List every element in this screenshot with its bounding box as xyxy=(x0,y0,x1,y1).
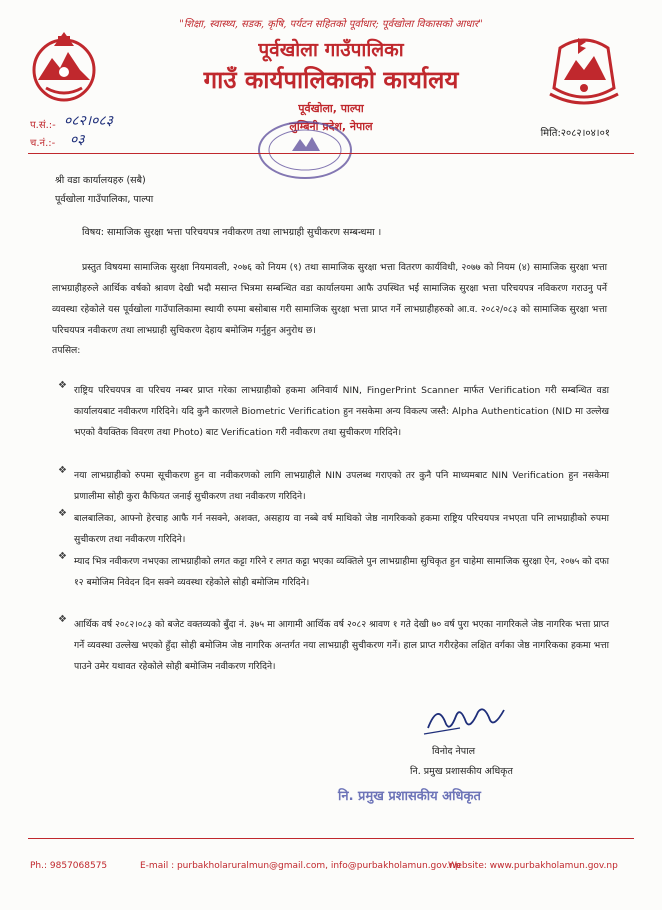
header-divider xyxy=(28,153,634,154)
signatory-name: विनोद नेपाल xyxy=(432,746,476,757)
ps-value: ०८२।०८३ xyxy=(64,113,113,129)
tapsil-label: तपसिल: xyxy=(52,345,81,356)
diamond-bullet-icon: ❖ xyxy=(58,614,67,625)
signature-scribble xyxy=(420,698,510,740)
addressee-line-2: पूर्वखोला गाउँपालिका, पाल्पा xyxy=(55,194,154,205)
footer-divider xyxy=(28,838,634,839)
letter-date: मिति:२०८२।०४।०१ xyxy=(540,128,610,139)
chn-value: ०३ xyxy=(70,132,85,148)
designation-stamp: नि. प्रमुख प्रशासकीय अधिकृत xyxy=(338,789,481,804)
addressee-line-1: श्री वडा कार्यालयहरु (सबै) xyxy=(55,175,146,186)
signatory-designation: नि. प्रमुख प्रशासकीय अधिकृत xyxy=(410,766,513,777)
motto-text: "शिक्षा, स्वास्थ्य, सडक, कृषि, पर्यटन सहितको पूर्वाधार; पूर्वखोला विकासको आधार" xyxy=(179,19,483,30)
diamond-bullet-icon: ❖ xyxy=(58,465,67,476)
diamond-bullet-icon: ❖ xyxy=(58,380,67,391)
diamond-bullet-icon: ❖ xyxy=(58,508,67,519)
office-province: लुम्बिनी प्रदेश, नेपाल xyxy=(289,120,373,133)
office-title: गाउँ कार्यपालिकाको कार्यालय xyxy=(203,66,459,94)
subject-line: विषय: सामाजिक सुरक्षा भत्ता परिचयपत्र नवीकरण तथा लाभग्राही सुचीकरण सम्बन्धमा । xyxy=(82,227,382,238)
diamond-bullet-icon: ❖ xyxy=(58,551,67,562)
footer-email: E-mail : purbakholaruralmun@gmail.com, info@purbakholamun.gov.np xyxy=(140,861,461,871)
list-item-text: नया लाभग्राहीको रुपमा सूचीकरण हुन वा नवीकरणको लागि लाभग्राहीले NIN उपलब्ध गराएको तर कुनै पनि माध्यमबाट NIN Verification हुन नसकेमा प्रणालीमा सोही कुरा कैफियत जनाई सुचीकरण तथा नवीकरण गरिदिने। xyxy=(74,470,609,502)
office-stamp-icon xyxy=(240,115,370,185)
ps-label: प.सं.:- xyxy=(30,120,56,131)
footer-phone: Ph.: 9857068575 xyxy=(30,861,108,871)
chn-label: च.नं.:- xyxy=(30,138,56,149)
list-item-text: राष्ट्रिय परिचयपत्र वा परिचय नम्बर प्राप्त गरेका लाभग्राहीको हकमा अनिवार्य NIN, FingerPrint Scanner मार्फत Verification गरी सम्बन्धित वडा कार्यालयबाट नवीकरण गरिदिने। यदि कुनै कारणले Biometric Verification हुन नसकेमा अन्य विकल्प जस्तै: Alpha Authentication (NID मा उल्लेख भएको वैयक्तिक विवरण तथा Photo) बाट Verification गरी नवीकरण तथा सुचीकरण गरिदिने। xyxy=(74,385,609,438)
footer-website: Website: www.purbakholamun.gov.np xyxy=(448,861,618,871)
body-paragraph: प्रस्तुत विषयमा सामाजिक सुरक्षा नियमावली, २०७६ को नियम (९) तथा सामाजिक सुरक्षा भत्ता वितरण कार्यविधी, २०७७ को नियम (४) सामाजिक सुरक्षा भत्ता लाभग्राहीहरुले आर्थिक वर्षको श्रावण देखी भदौ मसान्त भित्रमा सम्बन्धित वडा कार्यालयमा आफै उपस्थित भई सामाजिक सुरक्षा भत्ता परिचयपत्र नविकरण गराउनु पर्ने व्यवस्था रहेकोले यस पूर्वखोला गाउँपालिकामा स्थायी रुपमा बसोबास गरी सामाजिक सुरक्षा भत्ता प्राप्त गर्ने लाभग्राहीहरुको आ.व. २०८२/०८३ को सामाजिक सुरक्षा भत्ता परिचयपत्र नवीकरण तथा लाभग्राही सुचिकरण देहाय बमोजिम गर्नुहुन अनुरोध छ। xyxy=(52,262,607,336)
list-item-text: आर्थिक वर्ष २०८२।०८३ को बजेट वक्तव्यको बुँदा नं. ३७५ मा आगामी आर्थिक वर्ष २०८२ श्रावण १ गते देखी ७० वर्ष पुरा भएका नागरिकले जेष्ठ नागरिक भत्ता प्राप्त गर्ने व्यवस्था उल्लेख भएको हुँदा सोही बमोजिम जेष्ठ नागरिक अन्तर्गत नया लाभग्राही सुचीकरण गर्ने। हाल प्राप्त गरीरहेका लक्षित वर्गका जेष्ठ नागरिकका हकमा भत्ता पाउने उमेर यथावत रहेकोले सोही बमोजिम नवीकरण गरिदिने। xyxy=(74,619,609,672)
office-location: पूर्वखोला, पाल्पा xyxy=(298,102,364,115)
list-item-text: म्याद भित्र नवीकरण नभएका लाभग्राहीको लगत कट्टा गरिने र लगत कट्टा भएका व्यक्तिले पुन लाभग्राहीमा सुचिकृत हुन चाहेमा सामाजिक सुरक्षा ऐन, २०७५ को दफा १२ बमोजिम निवेदन दिन सक्ने व्यवस्था रहेकोले सोही बमोजिम गरिदिने। xyxy=(74,556,609,588)
list-item-text: बालबालिका, आफ्नो हेरचाह आफै गर्न नसक्ने, अशक्त, असहाय वा नब्बे वर्ष माथिको जेष्ठ नागरिकको हकमा राष्ट्रिय परिचयपत्र नभएता पनि लाभग्राहीको रुपमा सुचीकरण तथा नवीकरण गरिदिने। xyxy=(74,513,609,545)
office-name: पूर्वखोला गाउँपालिका xyxy=(258,39,404,61)
